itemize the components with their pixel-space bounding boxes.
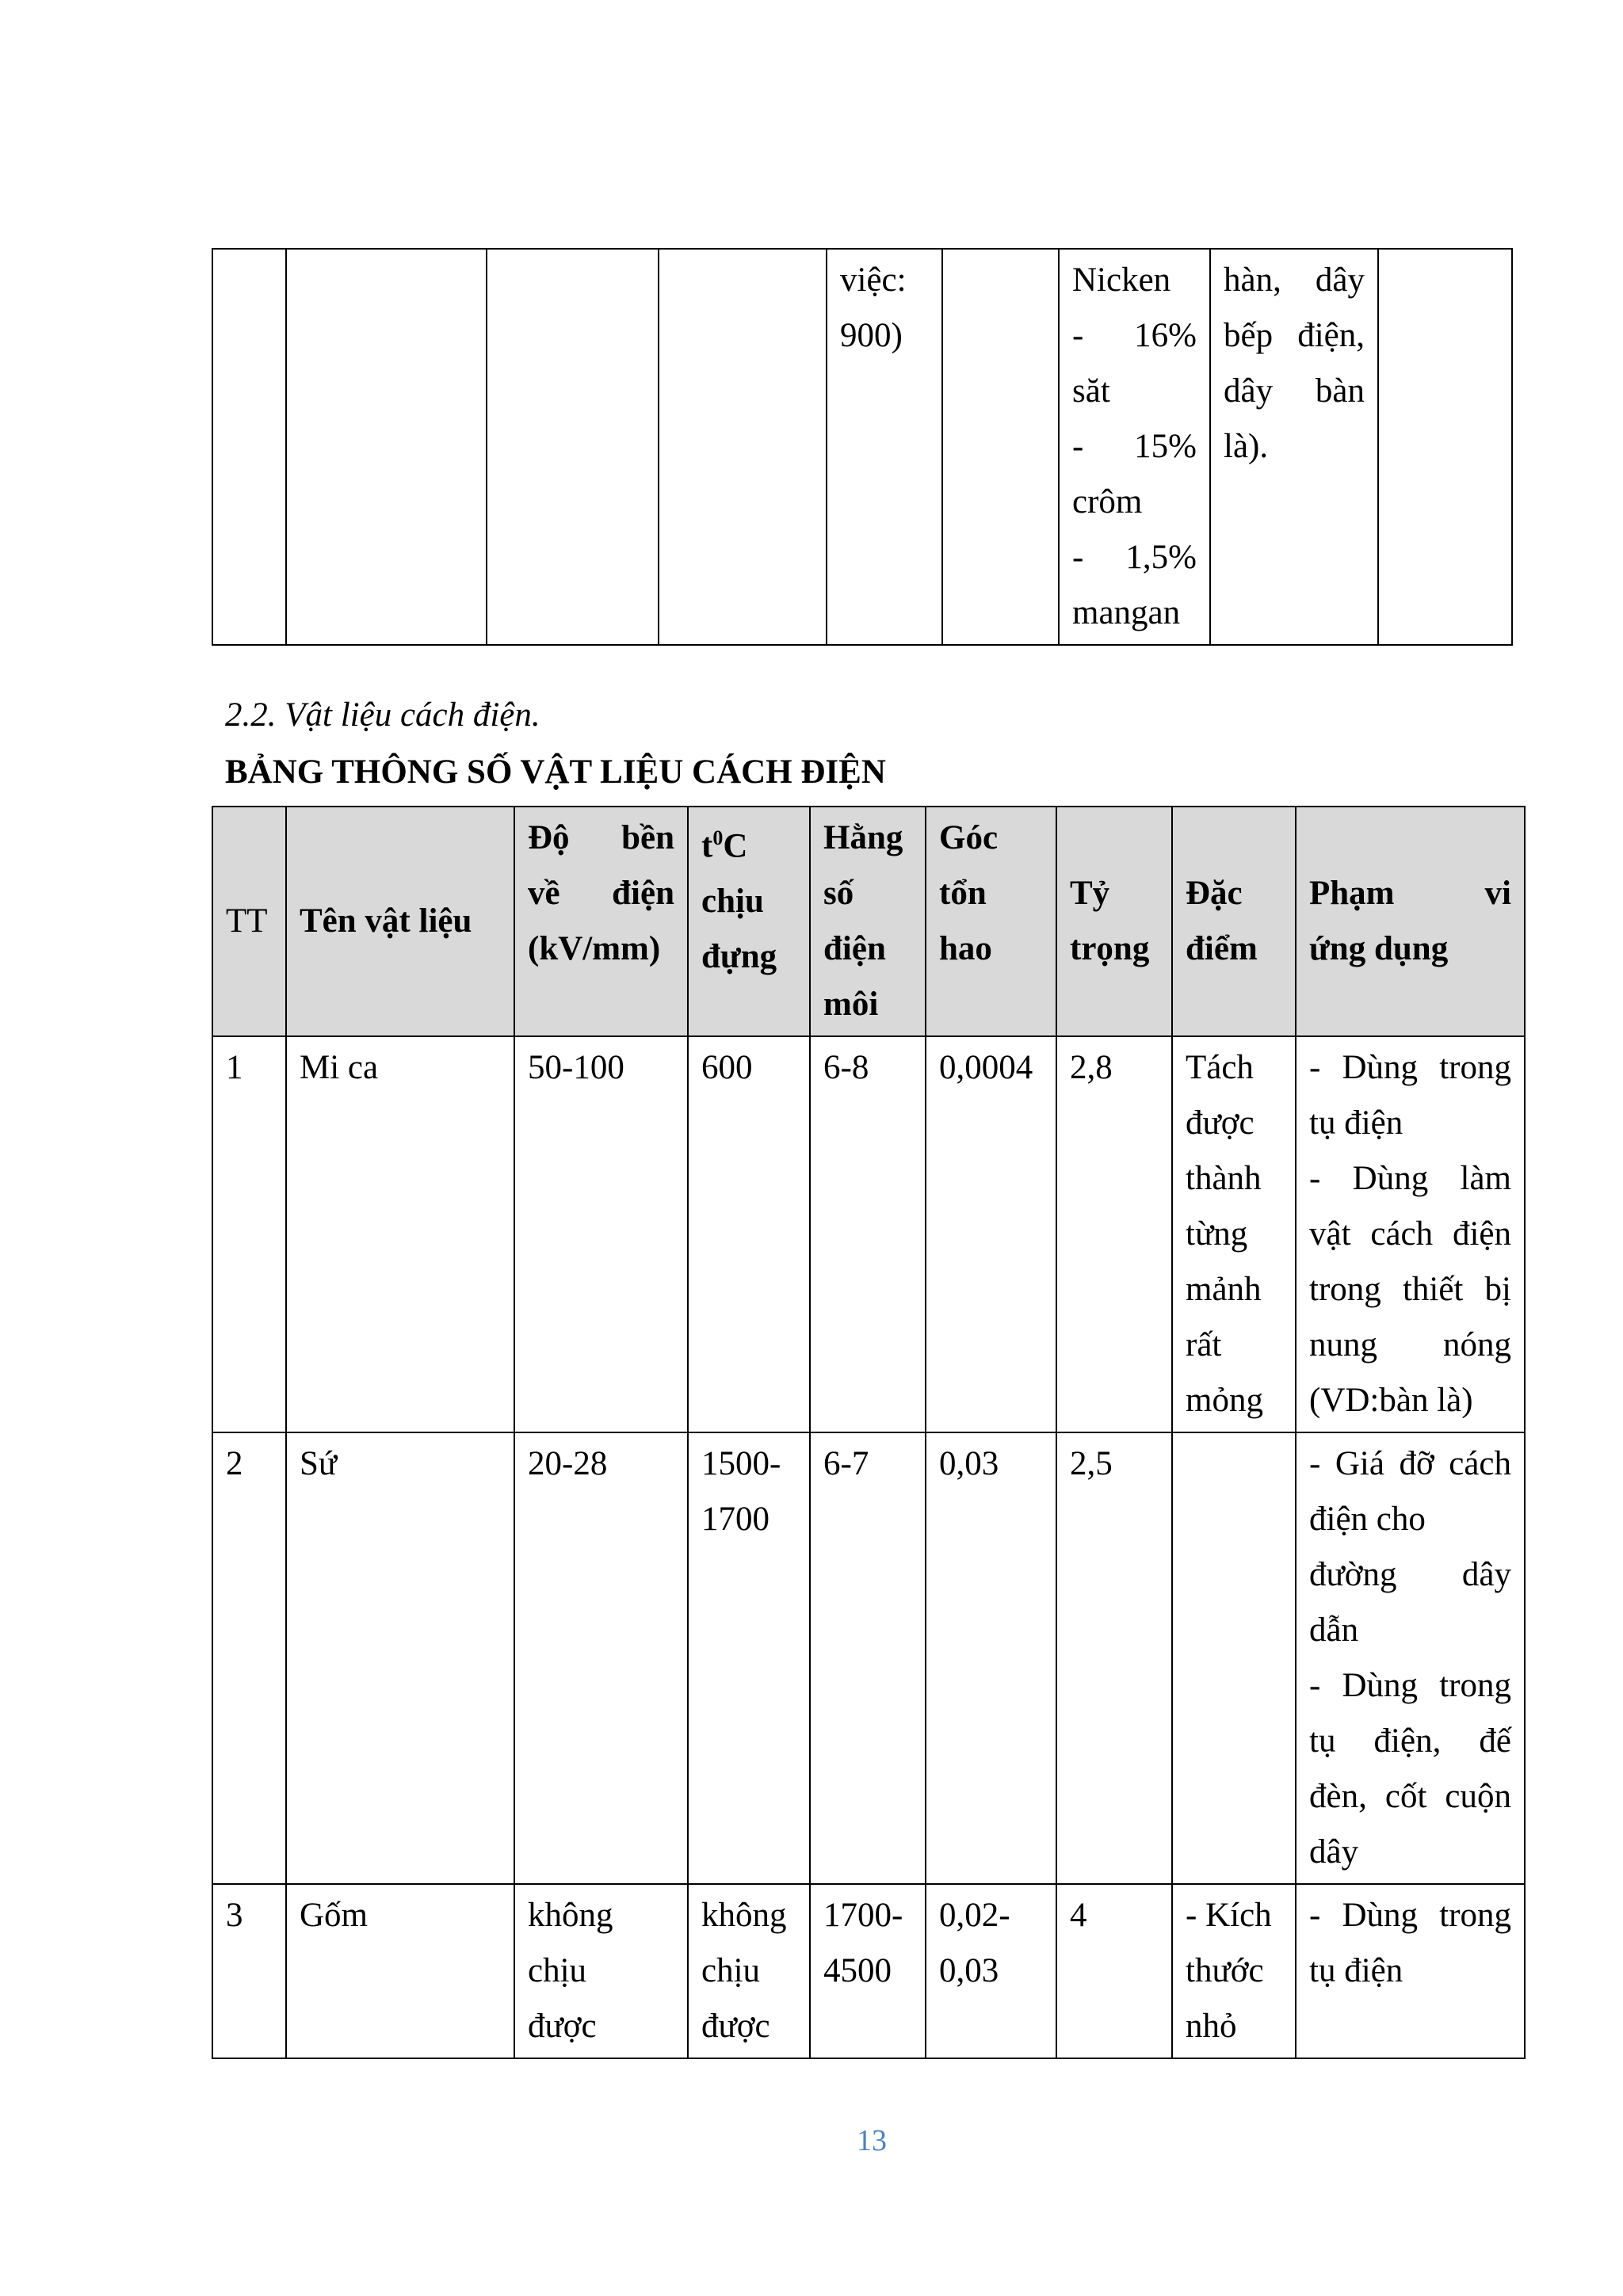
cell-line: là). [1224,428,1269,465]
cell-line: 0,02- [939,1897,1010,1934]
cell-line: chịu [701,1952,761,1989]
table-cell [827,249,942,645]
cell-line: vật cách điện [1309,1215,1511,1253]
cell-loss [926,1036,1056,1432]
header-line: Hằng [823,819,903,856]
cell-line: dây [1309,1833,1359,1871]
cell-line: điện cho [1309,1501,1426,1538]
temp-unit: C [723,827,748,865]
cell-line: 1700- [823,1897,903,1934]
continued-table [212,248,1513,646]
header-line: hao [939,930,992,967]
header-density [1056,807,1172,1036]
cell-loss [926,1432,1056,1884]
header-line: điện [823,930,886,967]
table-title: BẢNG THÔNG SỐ VẬT LIỆU CÁCH ĐIỆN [225,753,886,791]
table-cell [1378,249,1512,645]
cell-line: - Dùng làm [1309,1160,1511,1197]
cell-line: 50-100 [528,1049,624,1086]
cell-line: - 16% [1072,317,1197,354]
header-line: Phạm vi [1309,875,1511,912]
header-line: Độ bền [528,819,674,856]
header-line: ứng dụng [1309,930,1449,967]
header-dielectric [810,807,926,1036]
table-row [212,1432,1525,1884]
cell-line: từng [1186,1215,1248,1253]
cell-application [1296,1036,1525,1432]
cell-line: 600 [701,1049,753,1086]
table-cell [942,249,1059,645]
cell-temp [688,1884,810,2058]
header-line: đựng [701,938,777,976]
table-row [212,1036,1525,1432]
cell-line: crôm [1072,483,1143,521]
temp-superscript: 0 [712,826,724,849]
cell-line: - Kích [1186,1897,1272,1934]
cell-strength [514,1884,688,2058]
cell-line: 6-8 [823,1049,869,1086]
cell-line: bếp điện, [1224,317,1365,354]
cell-tt: 3 [212,1884,286,2058]
page-number: 13 [857,2124,887,2157]
cell-line: (VD:bàn là) [1309,1382,1473,1419]
cell-line: thành [1186,1160,1262,1197]
cell-line: 900) [840,317,903,354]
cell-name: Sứ [286,1432,514,1884]
header-name: Tên vật liệu [286,807,514,1036]
header-loss [926,807,1056,1036]
insulation-materials-table [212,806,1526,2059]
cell-line: - 15% [1072,428,1197,465]
header-line: môi [823,986,879,1023]
cell-line: 1500- [701,1445,781,1482]
table-header-row [212,807,1525,1036]
cell-line: 4500 [823,1952,892,1989]
header-line [701,810,796,874]
section-heading: 2.2. Vật liệu cách điện. [225,696,540,734]
header-line: tổn [939,875,987,912]
table-cell [286,249,487,645]
cell-application [1296,1884,1525,2058]
cell-feature [1172,1884,1296,2058]
cell-temp [688,1432,810,1884]
cell-strength [514,1432,688,1884]
cell-line: tụ điện [1309,1952,1403,1989]
cell-line: - Dùng trong [1309,1667,1511,1704]
header-feature [1172,807,1296,1036]
cell-line: Nicken [1072,261,1171,299]
cell-application [1296,1432,1525,1884]
cell-line: - Giá đỡ cách [1309,1445,1511,1482]
cell-line: trong thiết bị [1309,1271,1511,1308]
cell-strength [514,1036,688,1432]
temp-t: t [701,827,713,865]
cell-dielectric [810,1036,926,1432]
cell-line: đèn, cốt cuộn [1309,1778,1511,1815]
cell-feature [1172,1432,1296,1884]
cell-line: 0,03 [939,1445,999,1482]
cell-line: được [528,2008,597,2045]
cell-density: 2,8 [1056,1036,1172,1432]
cell-line: Tách [1186,1049,1254,1086]
cell-line: 0,03 [939,1952,999,1989]
cell-line: chịu [528,1952,587,1989]
header-line: điểm [1186,930,1258,967]
header-line: (kV/mm) [528,930,661,967]
cell-name: Gốm [286,1884,514,2058]
cell-name: Mi ca [286,1036,514,1432]
table-row [212,1884,1525,2058]
cell-line: được [701,2008,770,2045]
header-line: chịu [701,883,764,921]
header-line: số [823,875,854,912]
cell-tt: 1 [212,1036,286,1432]
cell-density: 4 [1056,1884,1172,2058]
cell-line: - Dùng trong [1309,1897,1511,1934]
table-cell [1210,249,1378,645]
header-strength [514,807,688,1036]
cell-line: không [528,1897,613,1934]
cell-dielectric [810,1432,926,1884]
cell-line: 20-28 [528,1445,608,1482]
cell-line: không [701,1897,787,1934]
cell-line: - Dùng trong [1309,1049,1511,1086]
table-row [212,249,1512,645]
cell-line: mangan [1072,594,1181,631]
cell-feature [1172,1036,1296,1432]
header-line: về điện [528,875,674,912]
cell-line: hàn, dây [1224,261,1365,299]
cell-line: việc: [840,261,907,299]
table-cell [1059,249,1210,645]
header-line: Tỷ [1070,875,1110,912]
cell-line: đường dây [1309,1556,1511,1593]
header-temperature [688,807,810,1036]
cell-line: săt [1072,372,1110,410]
cell-line: 0,0004 [939,1049,1033,1086]
cell-line: tụ điện, đế [1309,1722,1511,1760]
cell-density: 2,5 [1056,1432,1172,1884]
cell-line: mỏng [1186,1382,1263,1419]
header-line: Đặc [1186,875,1243,912]
cell-line: - 1,5% [1072,539,1197,576]
header-line: trọng [1070,930,1150,967]
cell-line: nhỏ [1186,2008,1237,2045]
cell-line: mảnh [1186,1271,1262,1308]
table-body [212,1036,1525,2058]
table-cell [659,249,827,645]
cell-line: dẫn [1309,1611,1359,1649]
cell-dielectric [810,1884,926,2058]
header-tt: TT [212,807,286,1036]
cell-line: tụ điện [1309,1104,1403,1142]
header-line: Góc [939,819,999,856]
cell-line: rất [1186,1326,1222,1363]
table-cell [212,249,286,645]
cell-line: 1700 [701,1501,769,1538]
cell-tt: 2 [212,1432,286,1884]
cell-line: thước [1186,1952,1264,1989]
cell-line: dây bàn [1224,372,1365,410]
cell-line: nung nóng [1309,1326,1511,1363]
table-cell [487,249,659,645]
cell-loss [926,1884,1056,2058]
cell-line: được [1186,1104,1254,1142]
cell-line: 6-7 [823,1445,869,1482]
header-application [1296,807,1525,1036]
cell-temp [688,1036,810,1432]
